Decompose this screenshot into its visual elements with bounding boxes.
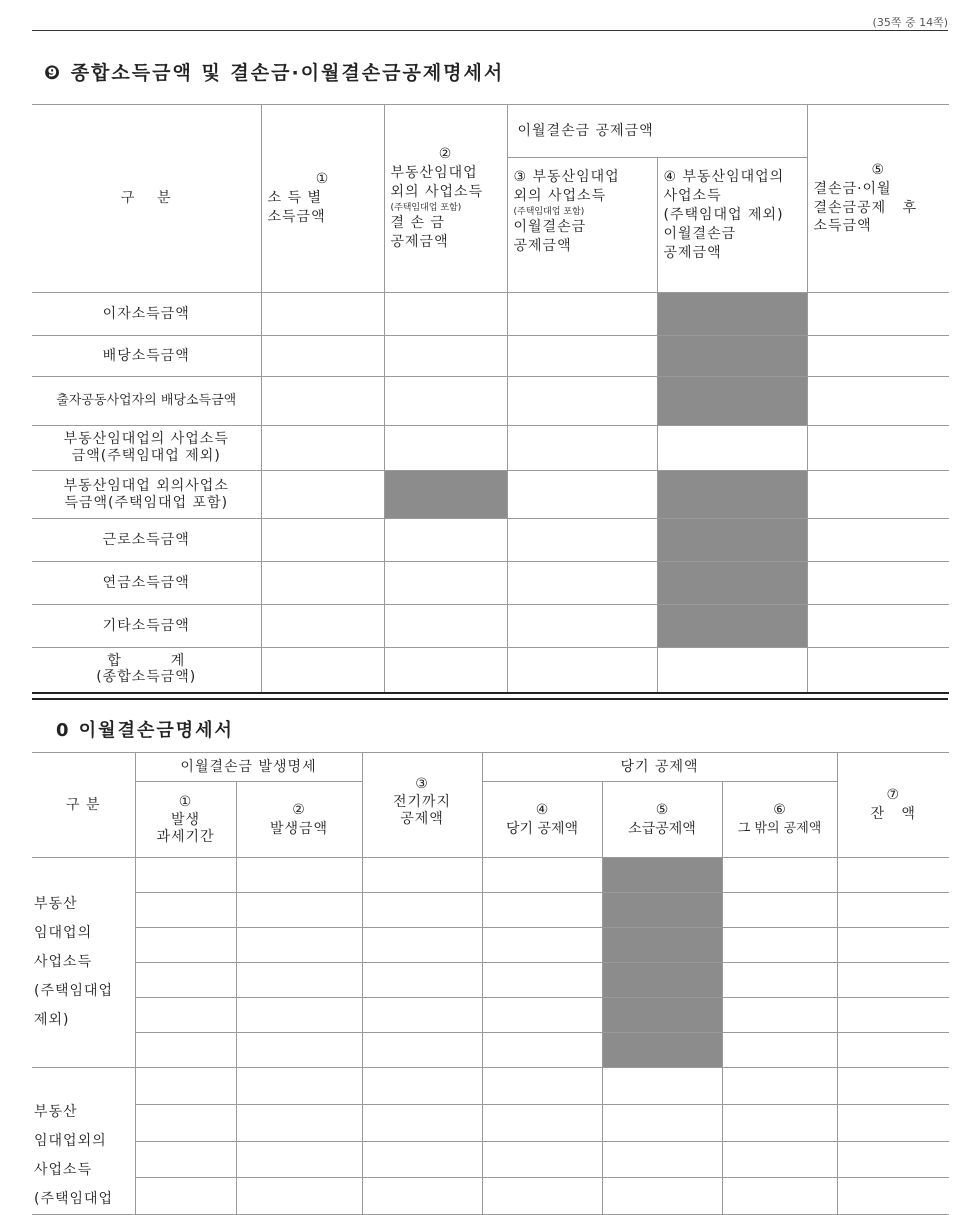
cell[interactable]	[722, 1033, 837, 1068]
cell[interactable]	[807, 471, 949, 519]
section-divider	[32, 698, 948, 700]
cell[interactable]	[602, 1141, 722, 1178]
income-deduction-table	[32, 104, 949, 694]
shaded-cell	[657, 605, 807, 648]
cell[interactable]	[362, 1068, 482, 1105]
cell[interactable]	[657, 648, 807, 693]
cell[interactable]	[482, 928, 602, 963]
cell[interactable]	[807, 605, 949, 648]
cell[interactable]	[261, 648, 384, 693]
cell[interactable]	[261, 519, 384, 562]
cell[interactable]	[384, 426, 507, 471]
cell[interactable]	[837, 1068, 949, 1105]
cell[interactable]	[807, 336, 949, 377]
cell[interactable]	[384, 605, 507, 648]
shaded-cell	[602, 963, 722, 998]
shaded-cell	[602, 858, 722, 893]
cell[interactable]	[837, 893, 949, 928]
row-label-total: 합 계 (종합소득금액)	[32, 648, 261, 693]
row-label: 이자소득금액	[32, 293, 261, 336]
header-occurrence-group: 이월결손금 발생명세	[135, 753, 362, 782]
cell[interactable]	[482, 998, 602, 1033]
cell[interactable]	[362, 963, 482, 998]
cell[interactable]	[722, 963, 837, 998]
shaded-cell	[657, 377, 807, 426]
cell[interactable]	[507, 426, 657, 471]
cell[interactable]	[602, 1068, 722, 1105]
cell[interactable]	[236, 1178, 362, 1215]
cell[interactable]	[236, 1141, 362, 1178]
cell[interactable]	[837, 1033, 949, 1068]
cell[interactable]	[837, 858, 949, 893]
cell[interactable]	[482, 1178, 602, 1215]
shaded-cell	[657, 519, 807, 562]
header-col6: ⑥ 그 밖의 공제액	[722, 782, 837, 858]
cell[interactable]	[362, 1033, 482, 1068]
cell[interactable]	[507, 562, 657, 605]
header-carryover-group: 이월결손금 공제금액	[507, 105, 807, 158]
cell[interactable]	[236, 1068, 362, 1105]
cell[interactable]	[482, 963, 602, 998]
cell[interactable]	[807, 562, 949, 605]
cell[interactable]	[261, 336, 384, 377]
row-label: 연금소득금액	[32, 562, 261, 605]
cell[interactable]	[236, 928, 362, 963]
header-col3: ③ 부동산임대업 외의 사업소득 (주택임대업 포함) 이월결손금 공제금액	[507, 158, 657, 293]
cell[interactable]	[722, 1068, 837, 1105]
row-label: 근로소득금액	[32, 519, 261, 562]
cell[interactable]	[837, 1178, 949, 1215]
cell[interactable]	[384, 336, 507, 377]
cell[interactable]	[362, 1178, 482, 1215]
cell[interactable]	[507, 471, 657, 519]
shaded-cell	[657, 562, 807, 605]
cell[interactable]	[837, 1141, 949, 1178]
header-col5: ⑤ 결손금·이월 결손금공제 후 소득금액	[807, 105, 949, 293]
cell[interactable]	[807, 519, 949, 562]
cell[interactable]	[135, 893, 236, 928]
cell[interactable]	[236, 858, 362, 893]
cell[interactable]	[807, 377, 949, 426]
cell[interactable]	[135, 858, 236, 893]
header-col1: ① 발생 과세기간	[135, 782, 236, 858]
shaded-cell	[384, 471, 507, 519]
section1-title: ❾ 종합소득금액 및 결손금·이월결손금공제명세서	[44, 62, 505, 84]
cell[interactable]	[261, 377, 384, 426]
cell[interactable]	[722, 998, 837, 1033]
shaded-cell	[657, 336, 807, 377]
cell[interactable]	[482, 1033, 602, 1068]
cell[interactable]	[807, 293, 949, 336]
group-label-real-estate: 부동산 임대업의 사업소득 (주택임대업 제외)	[32, 858, 135, 1068]
shaded-cell	[657, 471, 807, 519]
top-rule	[32, 30, 948, 31]
cell[interactable]	[384, 562, 507, 605]
cell[interactable]	[135, 998, 236, 1033]
header-col3: ③ 전기까지 공제액	[362, 753, 482, 858]
cell[interactable]	[482, 1104, 602, 1141]
cell[interactable]	[236, 998, 362, 1033]
cell[interactable]	[837, 928, 949, 963]
group-label-non-real-estate: 부동산 임대업외의 사업소득 (주택임대업	[32, 1068, 135, 1215]
cell[interactable]	[482, 1068, 602, 1105]
cell[interactable]	[362, 1141, 482, 1178]
header-division: 구 분	[32, 753, 135, 858]
cell[interactable]	[261, 562, 384, 605]
cell[interactable]	[135, 1178, 236, 1215]
cell[interactable]	[362, 928, 482, 963]
header-col1: ① 소 득 별 소득금액	[261, 105, 384, 293]
cell[interactable]	[135, 928, 236, 963]
cell[interactable]	[135, 1068, 236, 1105]
cell[interactable]	[722, 1178, 837, 1215]
cell[interactable]	[236, 893, 362, 928]
cell[interactable]	[384, 519, 507, 562]
header-col4: ④ 당기 공제액	[482, 782, 602, 858]
shaded-cell	[602, 998, 722, 1033]
cell[interactable]	[507, 336, 657, 377]
cell[interactable]	[722, 1104, 837, 1141]
cell[interactable]	[236, 963, 362, 998]
cell[interactable]	[362, 998, 482, 1033]
shaded-cell	[602, 1033, 722, 1068]
cell[interactable]	[602, 1104, 722, 1141]
cell[interactable]	[722, 858, 837, 893]
cell[interactable]	[384, 377, 507, 426]
shaded-cell	[602, 928, 722, 963]
row-label: 출자공동사업자의 배당소득금액	[32, 377, 261, 426]
row-label: 부동산임대업 외의사업소 득금액(주택임대업 포함)	[32, 471, 261, 519]
section2-title: 0 이월결손금명세서	[56, 720, 234, 741]
header-current-group: 당기 공제액	[482, 753, 837, 782]
cell[interactable]	[507, 519, 657, 562]
shaded-cell	[602, 893, 722, 928]
cell[interactable]	[135, 1104, 236, 1141]
header-col5: ⑤ 소급공제액	[602, 782, 722, 858]
row-label: 기타소득금액	[32, 605, 261, 648]
header-col4: ④ 부동산임대업의 사업소득 (주택임대업 제외) 이월결손금 공제금액	[657, 158, 807, 293]
shaded-cell	[657, 293, 807, 336]
cell[interactable]	[135, 963, 236, 998]
page-number: (35쪽 중 14쪽)	[872, 16, 948, 29]
cell[interactable]	[261, 471, 384, 519]
header-col7: ⑦ 잔 액	[837, 753, 949, 858]
cell[interactable]	[135, 1033, 236, 1068]
carryover-loss-table	[32, 752, 949, 1215]
header-col2: ② 부동산임대업 외의 사업소득 (주택임대업 포함) 결 손 금 공제금액	[384, 105, 507, 293]
cell[interactable]	[507, 293, 657, 336]
cell[interactable]	[722, 1141, 837, 1178]
cell[interactable]	[837, 998, 949, 1033]
cell[interactable]	[507, 648, 657, 693]
cell[interactable]	[362, 893, 482, 928]
row-label: 배당소득금액	[32, 336, 261, 377]
cell[interactable]	[384, 648, 507, 693]
cell[interactable]	[236, 1033, 362, 1068]
cell[interactable]	[482, 893, 602, 928]
cell[interactable]	[384, 293, 507, 336]
cell[interactable]	[362, 1104, 482, 1141]
header-division: 구 분	[32, 105, 261, 293]
row-label: 부동산임대업의 사업소득 금액(주택임대업 제외)	[32, 426, 261, 471]
cell[interactable]	[602, 1178, 722, 1215]
cell[interactable]	[482, 1141, 602, 1178]
cell[interactable]	[807, 426, 949, 471]
cell[interactable]	[261, 605, 384, 648]
cell[interactable]	[261, 426, 384, 471]
cell[interactable]	[837, 963, 949, 998]
cell[interactable]	[722, 928, 837, 963]
cell[interactable]	[837, 1104, 949, 1141]
cell[interactable]	[261, 293, 384, 336]
cell[interactable]	[507, 605, 657, 648]
cell[interactable]	[807, 648, 949, 693]
cell[interactable]	[482, 858, 602, 893]
cell[interactable]	[657, 426, 807, 471]
cell[interactable]	[362, 858, 482, 893]
cell[interactable]	[722, 893, 837, 928]
cell[interactable]	[507, 377, 657, 426]
header-col2: ② 발생금액	[236, 782, 362, 858]
cell[interactable]	[236, 1104, 362, 1141]
cell[interactable]	[135, 1141, 236, 1178]
